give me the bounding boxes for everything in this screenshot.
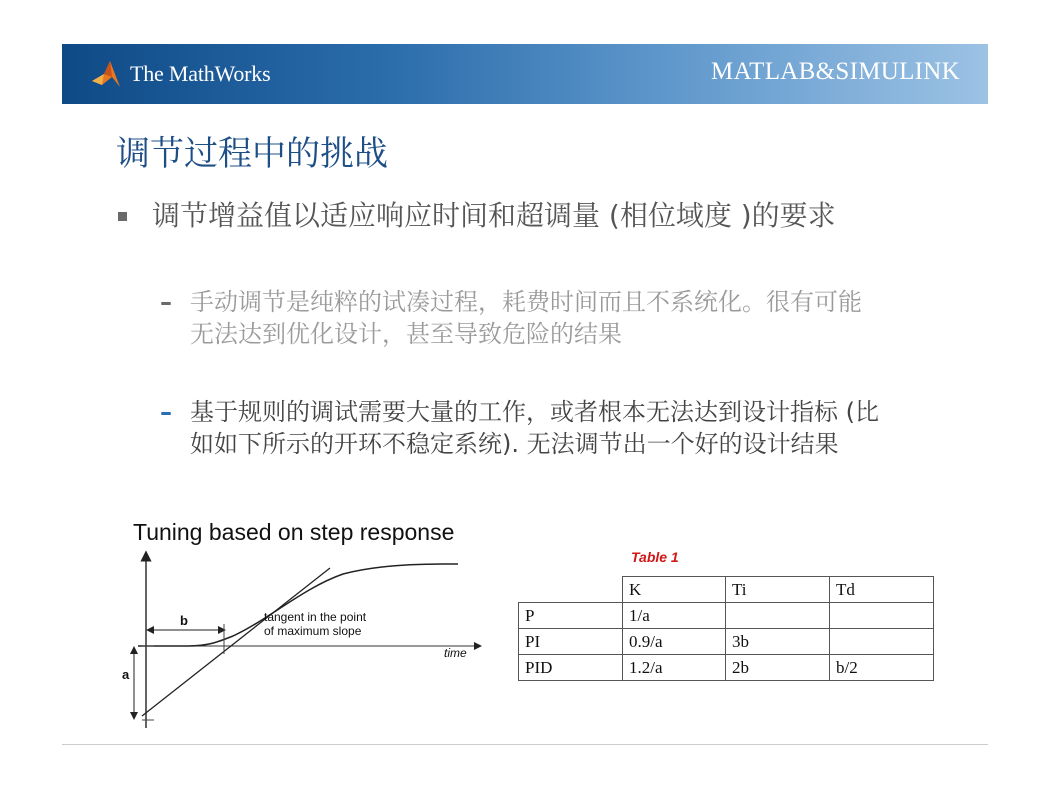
header-cell: [519, 577, 623, 603]
table-cell: 1/a: [623, 603, 726, 629]
header-cell: Ti: [726, 577, 830, 603]
sub-bullet-manual: [160, 286, 880, 350]
dash-bullet-icon: –: [160, 398, 172, 426]
table-cell: 2b: [726, 655, 830, 681]
table-cell: 3b: [726, 629, 830, 655]
step-response-diagram: [118, 550, 488, 730]
table-row: [519, 629, 934, 655]
label-a: a: [122, 667, 130, 682]
matlab-simulink-brand: MATLAB&SIMULINK: [711, 58, 960, 85]
table-cell: [726, 603, 830, 629]
mathworks-logo: [90, 56, 270, 92]
main-bullet-text: 调节增益值以适应响应时间和超调量 (相位域度 )的要求: [152, 199, 836, 232]
slide-title: 调节过程中的挑战: [116, 134, 388, 174]
sub-bullet-text: 手动调节是纯粹的试凑过程，耗费时间而且不系统化。很有可能无法达到优化设计，甚至导致危险的结果: [190, 288, 862, 348]
footer-divider: [62, 744, 988, 745]
sub-bullet-text: 基于规则的调试需要大量的工作，或者根本无法达到设计指标 (比如如下所示的开环不稳定系统). 无法调节出一个好的设计结果: [190, 398, 879, 458]
table-cell: 1.2/a: [623, 655, 726, 681]
table-header-row: [519, 577, 934, 603]
label-b: b: [180, 613, 188, 628]
membrane-logo-icon: [90, 57, 126, 91]
table-cell: [830, 629, 934, 655]
table-cell: P: [519, 603, 623, 629]
main-bullet: [118, 198, 878, 234]
label-tangent-1: tangent in the point: [264, 610, 367, 624]
header-cell: K: [623, 577, 726, 603]
dash-bullet-icon: –: [160, 288, 172, 316]
tangent-line: [142, 568, 330, 716]
header-banner: [62, 44, 988, 104]
table-cell: b/2: [830, 655, 934, 681]
header-cell: Td: [830, 577, 934, 603]
table-cell: 0.9/a: [623, 629, 726, 655]
mathworks-brand: The MathWorks: [130, 61, 271, 86]
table-cell: [830, 603, 934, 629]
table-row: [519, 603, 934, 629]
table-cell: PID: [519, 655, 623, 681]
label-time: time: [444, 646, 467, 660]
step-response-title: Tuning based on step response: [133, 519, 455, 545]
table-row: [519, 655, 934, 681]
table-cell: PI: [519, 629, 623, 655]
ziegler-nichols-table: [518, 576, 934, 681]
square-bullet-icon: [118, 212, 127, 221]
sub-bullet-rule-based: [160, 396, 880, 460]
label-tangent-2: of maximum slope: [264, 624, 362, 638]
table-caption: Table 1: [631, 549, 679, 565]
